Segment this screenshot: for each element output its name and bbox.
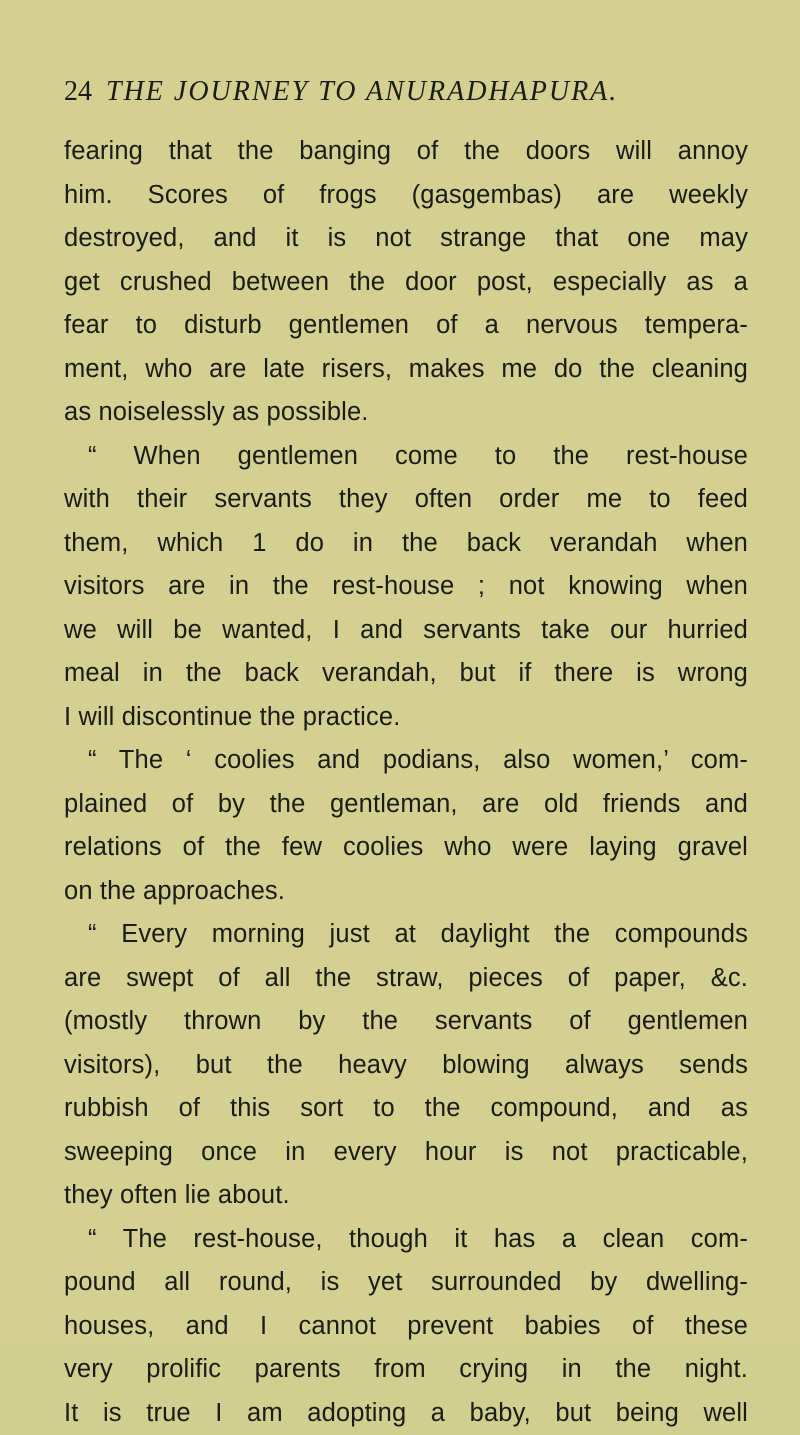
text-line: him. Scores of frogs (gasgembas) are weekly <box>64 174 748 218</box>
text-line: pound all round, is yet surrounded by dwelling- <box>64 1261 748 1305</box>
text-line: destroyed, and it is not strange that one may <box>64 217 748 261</box>
text-line: I will discontinue the practice. <box>64 696 748 740</box>
running-title: THE JOURNEY TO ANURADHAPURA. <box>106 76 618 108</box>
text-line: get crushed between the door post, especially as a <box>64 261 748 305</box>
text-line: we will be wanted, I and servants take our hurried <box>64 609 748 653</box>
text-line: very prolific parents from crying in the night. <box>64 1348 748 1392</box>
page-header <box>64 76 764 116</box>
text-line: “ The ‘ coolies and podians, also women,’ com- <box>64 739 748 783</box>
text-line: (mostly thrown by the servants of gentlemen <box>64 1000 748 1044</box>
text-line: are swept of all the straw, pieces of paper, &c. <box>64 957 748 1001</box>
text-line: “ Every morning just at daylight the compounds <box>64 913 748 957</box>
page-number: 24 <box>64 76 106 108</box>
text-line: relations of the few coolies who were laying gravel <box>64 826 748 870</box>
text-line: plained of by the gentleman, are old friends and <box>64 783 748 827</box>
text-line: meal in the back verandah, but if there is wrong <box>64 652 748 696</box>
text-line: “ The rest-house, though it has a clean com- <box>64 1218 748 1262</box>
text-line: on the approaches. <box>64 870 748 914</box>
body-text <box>64 130 748 1435</box>
text-line: they often lie about. <box>64 1174 748 1218</box>
text-line: ment, who are late risers, makes me do the cleaning <box>64 348 748 392</box>
text-line: sweeping once in every hour is not practicable, <box>64 1131 748 1175</box>
text-line: fear to disturb gentlemen of a nervous tempera- <box>64 304 748 348</box>
text-line: fearing that the banging of the doors will annoy <box>64 130 748 174</box>
text-line: with their servants they often order me to feed <box>64 478 748 522</box>
text-line: It is true I am adopting a baby, but being well <box>64 1392 748 1435</box>
text-line: visitors are in the rest-house ; not knowing when <box>64 565 748 609</box>
text-line: them, which 1 do in the back verandah when <box>64 522 748 566</box>
text-line: houses, and I cannot prevent babies of these <box>64 1305 748 1349</box>
text-line: visitors), but the heavy blowing always sends <box>64 1044 748 1088</box>
text-line: as noiselessly as possible. <box>64 391 748 435</box>
text-line: rubbish of this sort to the compound, and as <box>64 1087 748 1131</box>
text-line: “ When gentlemen come to the rest-house <box>64 435 748 479</box>
